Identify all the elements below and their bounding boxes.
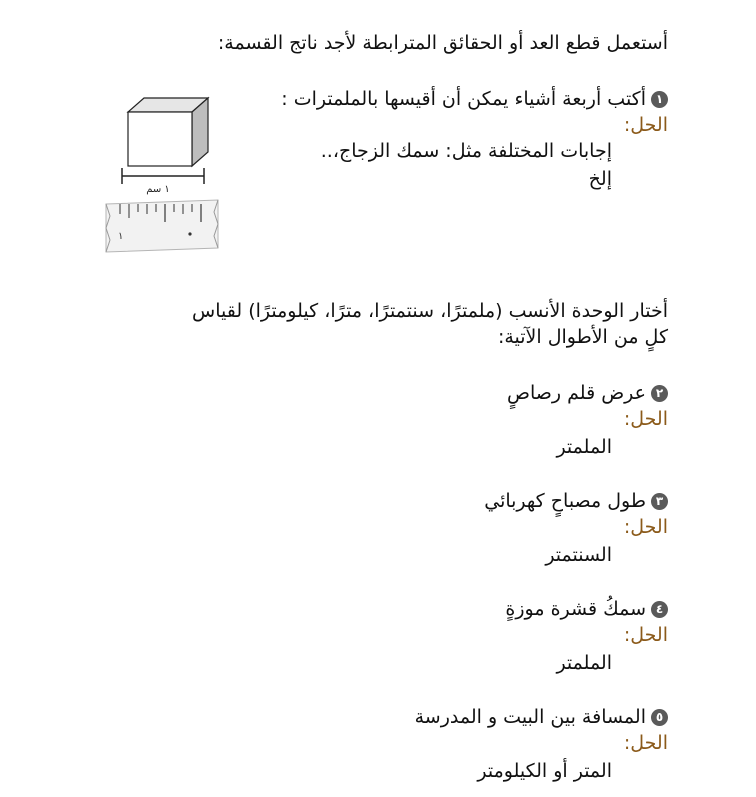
- width-measure-line: [122, 168, 204, 184]
- ruler-illustration: [106, 200, 218, 252]
- solution-label: الحل:: [623, 624, 668, 646]
- answer-text: المتر أو الكيلومتر: [477, 760, 612, 782]
- question-text: المسافة بين البيت و المدرسة: [414, 706, 646, 728]
- question-1: [281, 86, 668, 112]
- question-5: [415, 704, 668, 730]
- answer-text: الملمتر: [556, 436, 612, 458]
- ruler-label: ١: [118, 231, 124, 242]
- question-text: أكتب أربعة أشياء يمكن أن أقيسها بالملمترات :: [281, 88, 646, 110]
- answer-line-2: إلخ: [588, 168, 612, 190]
- question-text: عرض قلم رصاصٍ: [507, 382, 646, 404]
- question-text: سمكُ قشرة موزةٍ: [505, 598, 646, 620]
- question-3: [484, 488, 668, 514]
- answer-text: السنتمتر: [545, 544, 612, 566]
- question-number-badge: ٣: [651, 493, 668, 510]
- question-number-badge: ٤: [651, 601, 668, 618]
- question-2: [507, 380, 668, 406]
- question-4: [505, 596, 668, 622]
- solution-label: الحل:: [623, 732, 668, 754]
- solution-label: الحل:: [623, 408, 668, 430]
- answer-line-1: إجابات المختلفة مثل: سمك الزجاج،..: [320, 140, 612, 162]
- instruction-line-2: كلٍ من الأطوال الآتية:: [497, 326, 668, 348]
- instruction-line-1: أختار الوحدة الأنسب (ملمترًا، سنتمترًا، مترًا، كيلومترًا) لقياس: [192, 300, 668, 322]
- question-number-badge: ١: [651, 91, 668, 108]
- measure-label: ١ سم: [146, 184, 170, 195]
- solution-label: الحل:: [623, 114, 668, 136]
- question-text: طول مصباحٍ كهربائي: [484, 490, 646, 512]
- question-number-badge: ٥: [651, 709, 668, 726]
- cube-illustration: [128, 98, 208, 166]
- answer-text: الملمتر: [556, 652, 612, 674]
- cube-ruler-figure: [100, 88, 230, 258]
- solution-label: الحل:: [623, 516, 668, 538]
- section-2-instructions: [108, 298, 668, 350]
- intro-text: أستعمل قطع العد أو الحقائق المترابطة لأجد ناتج القسمة:: [217, 32, 668, 54]
- question-number-badge: ٢: [651, 385, 668, 402]
